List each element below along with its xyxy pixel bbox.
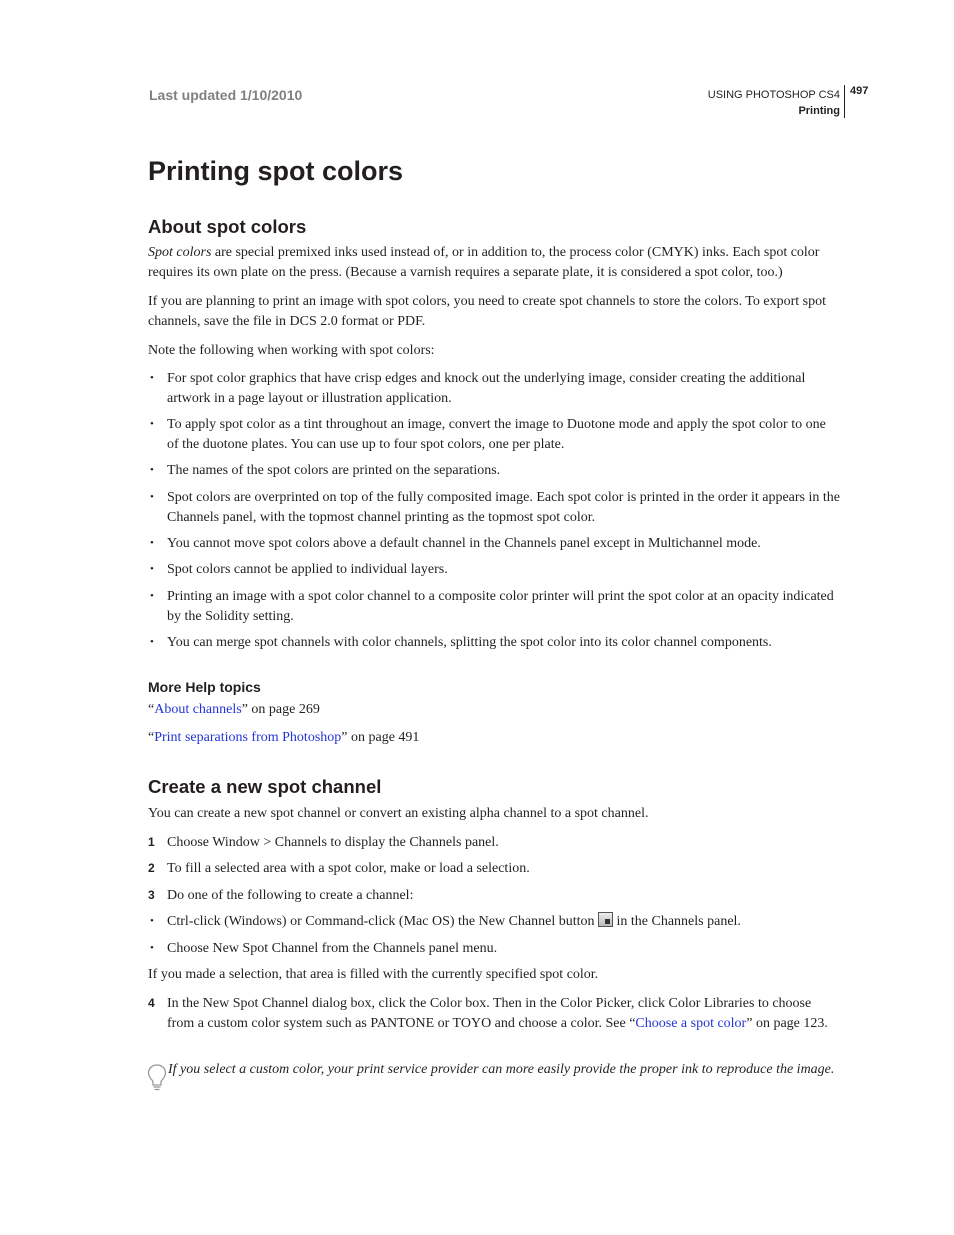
help-topic-1 bbox=[148, 700, 840, 720]
step-2 bbox=[148, 859, 840, 879]
print-separations-link[interactable]: Print separations from Photoshop bbox=[154, 730, 342, 745]
quote-open: “ bbox=[148, 702, 155, 717]
list-item: • Printing an image with a spot color channel to a composite color printer will print the spot color at an opacity indicated by the Solidity setting. bbox=[148, 587, 840, 626]
create-intro: You can create a new spot channel or convert an existing alpha channel to a spot channel. bbox=[148, 806, 649, 821]
step-1 bbox=[148, 833, 840, 853]
step-number: 3 bbox=[148, 888, 155, 902]
step-text: To fill a selected area with a spot color, make or load a selection. bbox=[167, 861, 530, 876]
help-topic-2 bbox=[148, 728, 840, 748]
more-help-heading: More Help topics bbox=[148, 679, 261, 695]
step-number: 4 bbox=[148, 996, 155, 1010]
step-4 bbox=[148, 994, 840, 1033]
list-item: • Spot colors are overprinted on top of the fully composited image. Each spot color is printed in the order it appears in the Channels panel, with the topmost channel printing as the topmost spot color. bbox=[148, 488, 840, 527]
step-3 bbox=[148, 886, 840, 906]
list-item: • Spot colors cannot be applied to individual layers. bbox=[148, 560, 840, 580]
step-text: Do one of the following to create a channel: bbox=[167, 888, 414, 903]
create-heading: Create a new spot channel bbox=[148, 776, 382, 797]
page-title: Printing spot colors bbox=[148, 156, 404, 186]
spot-colors-term: Spot colors bbox=[148, 245, 212, 260]
section-name: Printing bbox=[798, 105, 840, 117]
about-channels-link[interactable]: About channels bbox=[154, 702, 242, 717]
step-number: 2 bbox=[148, 861, 155, 875]
step-number: 1 bbox=[148, 835, 155, 849]
last-updated: Last updated 1/10/2010 bbox=[149, 87, 303, 103]
step-text: Choose Window > Channels to display the Channels panel. bbox=[167, 835, 499, 850]
list-item: • For spot color graphics that have crisp edges and knock out the underlying image, consider creating the additional artwork in a page layout or illustration application. bbox=[148, 369, 840, 408]
list-item: • Choose New Spot Channel from the Channels panel menu. bbox=[148, 939, 840, 959]
running-header bbox=[708, 87, 840, 119]
page-ref: ” on page 491 bbox=[341, 730, 420, 745]
choose-spot-color-link[interactable]: Choose a spot color bbox=[635, 1015, 747, 1031]
bullet-text: in the Channels panel. bbox=[616, 914, 741, 929]
page-ref: ” on page 269 bbox=[241, 702, 320, 717]
bullet-text: Ctrl-click (Windows) or Command-click (Mac OS) the New Channel button bbox=[167, 914, 595, 929]
about-paragraph-2: If you are planning to print an image with spot colors, you need to create spot channels to store the colors. To export spot channels, save the file in DCS 2.0 format or PDF. bbox=[148, 294, 826, 329]
list-item: • You can merge spot channels with color channels, splitting the spot color into its color channel components. bbox=[148, 633, 840, 653]
step-text: ” on page 123. bbox=[746, 1015, 828, 1031]
step-text: In the New Spot Channel dialog box, click the Color box. Then in the Color Picker, click Color Libraries to choose from a custom color system such as PANTONE or TOYO and choose a color. See “ bbox=[167, 996, 812, 1031]
list-item: • The names of the spot colors are printed on the separations. bbox=[148, 461, 840, 481]
header-divider bbox=[844, 85, 845, 118]
list-item: • You cannot move spot colors above a default channel in the Channels panel except in Multichannel mode. bbox=[148, 534, 840, 554]
quote-open: “ bbox=[148, 730, 155, 745]
tip-text: If you select a custom color, your print service provider can more easily provide the proper ink to reproduce the image. bbox=[168, 1062, 835, 1077]
about-heading: About spot colors bbox=[148, 216, 307, 237]
lightbulb-icon bbox=[147, 1063, 167, 1093]
about-paragraph-3: Note the following when working with spot colors: bbox=[148, 343, 435, 358]
about-paragraph-1 bbox=[148, 243, 840, 282]
new-channel-icon bbox=[598, 912, 613, 927]
about-p1-text: are special premixed inks used instead of, or in addition to, the process color (CMYK) inks. Each spot color requires its own plate on the press. (Because a varnish requires a separate plate, it is considered a spot color, too.) bbox=[148, 245, 820, 280]
page-number: 497 bbox=[850, 85, 869, 97]
product-name: USING PHOTOSHOP CS4 bbox=[707, 89, 840, 101]
list-item bbox=[148, 912, 840, 932]
selection-note: If you made a selection, that area is filled with the currently specified spot color. bbox=[148, 967, 599, 982]
list-item: • To apply spot color as a tint throughout an image, convert the image to Duotone mode and apply the spot color to one of the duotone plates. You can use up to four spot colors, one per plate. bbox=[148, 415, 840, 454]
